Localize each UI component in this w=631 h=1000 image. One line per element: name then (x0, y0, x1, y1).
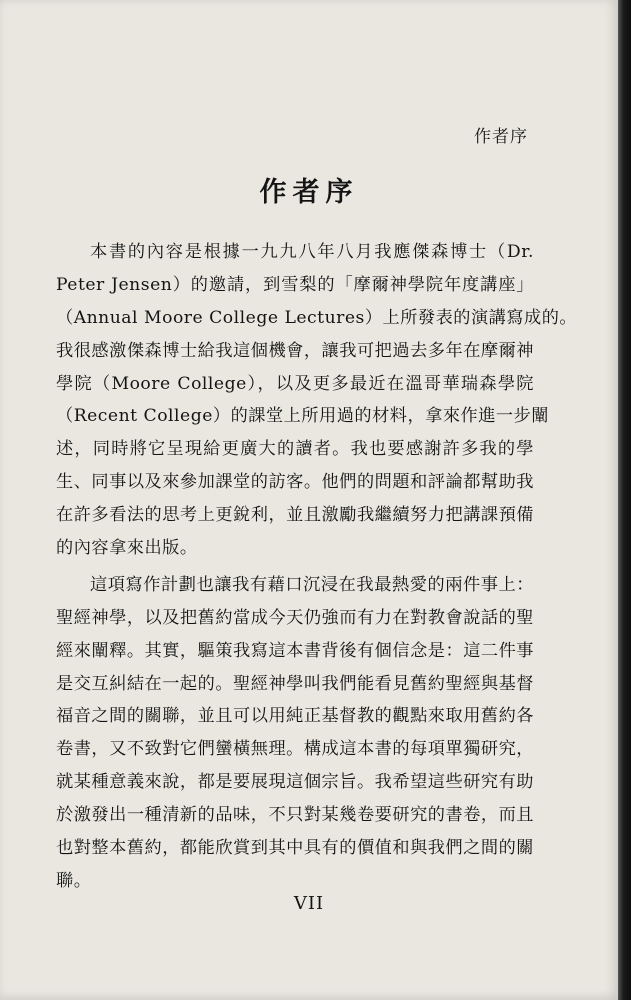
paragraph-2-line-7: 就某種意義來說，都是要展現這個宗旨。我希望這些研究有助 (56, 772, 534, 793)
paragraph-2-line-4: 是交互糾結在一起的。聖經神學叫我們能看見舊約聖經與基督 (56, 673, 534, 694)
paragraph-1-line-1: 本書的內容是根據一九九八年八月我應傑森博士（Dr. (90, 242, 534, 262)
paragraph-2-line-10: 聯。 (56, 870, 92, 891)
paragraph-2-line-1: 這項寫作計劃也讓我有藉口沉浸在我最熱愛的兩件事上： (90, 574, 534, 595)
paragraph-1-line-4: 我很感激傑森博士給我這個機會，讓我可把過去多年在摩爾神 (56, 340, 534, 361)
paragraph-2-line-5: 福音之間的關聯，並且可以用純正基督教的觀點來取用舊約各 (56, 706, 534, 727)
paragraph-2-line-3: 經來闡釋。其實，驅策我寫這本書背後有個信念是：這二件事 (56, 640, 534, 661)
paragraph-2-line-6: 卷書，又不致對它們蠻橫無理。構成這本書的每項單獨研究， (56, 739, 534, 760)
paragraph-1-line-2: Peter Jensen）的邀請，到雪梨的「摩爾神學院年度講座」 (56, 274, 534, 295)
body-text (56, 236, 578, 898)
paragraph-1-line-8: 生、同事以及來參加課堂的訪客。他們的問題和評論都幫助我 (56, 472, 534, 493)
paragraph-1-line-7: 述，同時將它呈現給更廣大的讀者。我也要感謝許多我的學 (56, 439, 534, 460)
paragraph-1-line-10: 的內容拿來出版。 (56, 538, 198, 559)
page-title: 作者序 (259, 177, 359, 208)
paragraph-1-line-6: （Recent College）的課堂上所用過的材料，拿來作進一步闡 (56, 406, 549, 427)
scan-edge-shadow (618, 0, 631, 1000)
paragraph-2-line-2: 聖經神學，以及把舊約當成今天仍強而有力在對教會說話的聖 (56, 607, 534, 628)
paragraph-1-line-3: （Annual Moore College Lectures）上所發表的演講寫成的。 (56, 307, 578, 328)
paragraph-2-line-8: 於激發出一種清新的品味，不只對某幾卷要研究的書卷，而且 (56, 805, 534, 826)
paragraph-1-line-9: 在許多看法的思考上更銳利，並且激勵我繼續努力把講課預備 (56, 505, 534, 526)
page-number: VII (293, 893, 325, 914)
paragraph-2-line-9: 也對整本舊約，都能欣賞到其中具有的價值和與我們之間的關 (56, 838, 534, 859)
running-head: 作者序 (474, 127, 528, 147)
paragraph-1-line-5: 學院（Moore College），以及更多最近在溫哥華瑞森學院 (56, 373, 534, 394)
